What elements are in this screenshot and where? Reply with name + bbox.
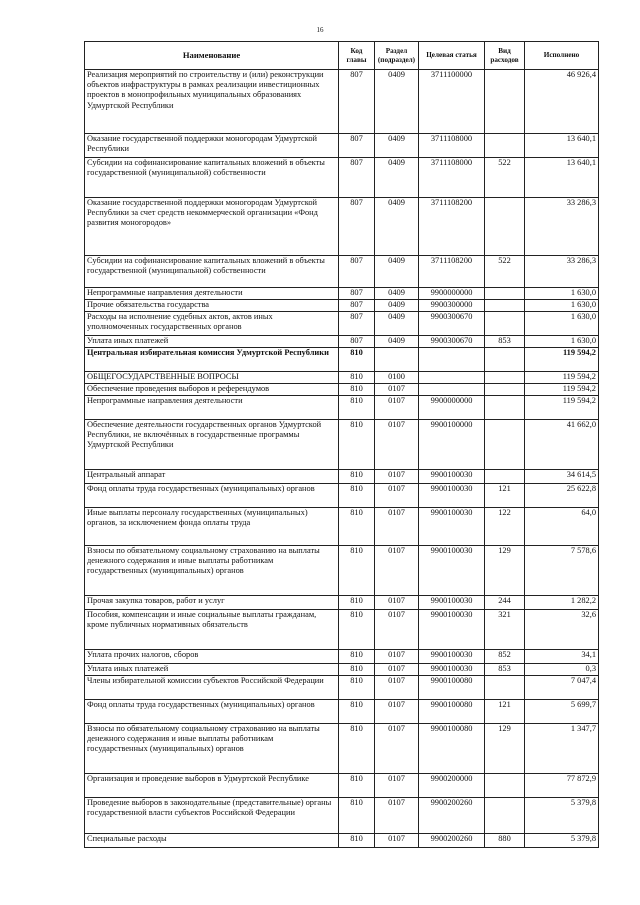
- cell-amount: 119 594,2: [525, 372, 599, 384]
- cell-article: 9900100030: [419, 664, 485, 676]
- cell-code: 807: [339, 70, 375, 134]
- cell-amount: 1 347,7: [525, 724, 599, 774]
- cell-article: 9900100080: [419, 676, 485, 700]
- cell-section: 0107: [375, 798, 419, 834]
- cell-amount: 5 699,7: [525, 700, 599, 724]
- cell-vid: [485, 396, 525, 420]
- table-row: [85, 384, 599, 396]
- cell-vid: [485, 372, 525, 384]
- table-row: [85, 724, 599, 774]
- cell-name: Члены избирательной комиссии субъектов Российской Федерации: [85, 676, 339, 700]
- cell-code: 807: [339, 288, 375, 300]
- cell-code: 810: [339, 484, 375, 508]
- cell-amount: 0,3: [525, 664, 599, 676]
- cell-name: Взносы по обязательному социальному страхованию на выплаты денежного содержания и иные выплаты работникам государственных (муниципальных) органов: [85, 724, 339, 774]
- table-row: [85, 70, 599, 134]
- cell-amount: 25 622,8: [525, 484, 599, 508]
- cell-name: ОБЩЕГОСУДАРСТВЕННЫЕ ВОПРОСЫ: [85, 372, 339, 384]
- cell-amount: 5 379,8: [525, 798, 599, 834]
- cell-code: 810: [339, 508, 375, 546]
- cell-vid: 853: [485, 336, 525, 348]
- table-row: [85, 396, 599, 420]
- cell-article: [419, 348, 485, 372]
- cell-vid: [485, 384, 525, 396]
- table-row: [85, 158, 599, 198]
- cell-article: [419, 384, 485, 396]
- cell-article: 3711108200: [419, 256, 485, 288]
- cell-article: 9900100000: [419, 420, 485, 470]
- cell-section: 0409: [375, 134, 419, 158]
- cell-section: 0100: [375, 372, 419, 384]
- cell-vid: [485, 676, 525, 700]
- table-row: [85, 596, 599, 610]
- cell-name: Проведение выборов в законодательные (представительные) органы государственной власти субъектов Российской Федерации: [85, 798, 339, 834]
- cell-section: 0107: [375, 650, 419, 664]
- cell-article: 9900100030: [419, 650, 485, 664]
- cell-article: 9900200260: [419, 834, 485, 848]
- cell-article: 9900100030: [419, 470, 485, 484]
- cell-code: 810: [339, 610, 375, 650]
- cell-amount: 1 630,0: [525, 336, 599, 348]
- cell-code: 810: [339, 470, 375, 484]
- cell-vid: 321: [485, 610, 525, 650]
- cell-name: Взносы по обязательному социальному страхованию на выплаты денежного содержания и иные выплаты работникам государственных (муниципальных) органов: [85, 546, 339, 596]
- cell-name: Непрограммные направления деятельности: [85, 396, 339, 420]
- cell-name: Фонд оплаты труда государственных (муниципальных) органов: [85, 700, 339, 724]
- table-header-row: [85, 42, 599, 70]
- cell-amount: 119 594,2: [525, 384, 599, 396]
- cell-vid: 244: [485, 596, 525, 610]
- cell-name: Центральная избирательная комиссия Удмуртской Республики: [85, 348, 339, 372]
- cell-article: 9900000000: [419, 288, 485, 300]
- cell-name: Прочие обязательства государства: [85, 300, 339, 312]
- table-row: [85, 336, 599, 348]
- cell-amount: 34 614,5: [525, 470, 599, 484]
- cell-amount: 46 926,4: [525, 70, 599, 134]
- header-amount: Исполнено: [525, 42, 599, 70]
- cell-section: 0107: [375, 724, 419, 774]
- cell-vid: [485, 470, 525, 484]
- cell-article: 3711100000: [419, 70, 485, 134]
- cell-vid: 522: [485, 256, 525, 288]
- header-vid: Вид расходов: [485, 42, 525, 70]
- cell-section: 0107: [375, 834, 419, 848]
- cell-code: 810: [339, 372, 375, 384]
- table-row: [85, 288, 599, 300]
- table-row: [85, 134, 599, 158]
- header-code: Код главы: [339, 42, 375, 70]
- table-row: [85, 312, 599, 336]
- cell-article: 9900300670: [419, 312, 485, 336]
- cell-name: Расходы на исполнение судебных актов, актов иных уполномоченных государственных органов: [85, 312, 339, 336]
- cell-code: 810: [339, 348, 375, 372]
- cell-name: Центральный аппарат: [85, 470, 339, 484]
- cell-section: 0409: [375, 198, 419, 256]
- cell-article: 9900100030: [419, 508, 485, 546]
- cell-amount: 5 379,8: [525, 834, 599, 848]
- cell-code: 807: [339, 300, 375, 312]
- cell-section: 0107: [375, 700, 419, 724]
- cell-section: 0107: [375, 596, 419, 610]
- cell-section: 0107: [375, 484, 419, 508]
- cell-amount: 7 578,6: [525, 546, 599, 596]
- cell-amount: 119 594,2: [525, 348, 599, 372]
- cell-article: [419, 372, 485, 384]
- table-row: [85, 650, 599, 664]
- cell-name: Уплата иных платежей: [85, 336, 339, 348]
- table-row: [85, 484, 599, 508]
- table-row: [85, 676, 599, 700]
- cell-code: 807: [339, 336, 375, 348]
- cell-vid: 852: [485, 650, 525, 664]
- cell-section: [375, 348, 419, 372]
- cell-article: 9900100030: [419, 610, 485, 650]
- cell-article: 9900200260: [419, 798, 485, 834]
- cell-vid: 522: [485, 158, 525, 198]
- cell-article: 9900100030: [419, 484, 485, 508]
- cell-section: 0409: [375, 256, 419, 288]
- cell-section: 0107: [375, 546, 419, 596]
- cell-article: 9900100030: [419, 596, 485, 610]
- cell-vid: 122: [485, 508, 525, 546]
- table-row: [85, 372, 599, 384]
- cell-code: 810: [339, 676, 375, 700]
- cell-amount: 7 047,4: [525, 676, 599, 700]
- cell-code: 810: [339, 798, 375, 834]
- cell-vid: [485, 774, 525, 798]
- cell-name: Обеспечение проведения выборов и референдумов: [85, 384, 339, 396]
- cell-article: 9900100030: [419, 546, 485, 596]
- table-row: [85, 470, 599, 484]
- cell-name: Пособия, компенсации и иные социальные выплаты гражданам, кроме публичных нормативных обязательств: [85, 610, 339, 650]
- cell-code: 810: [339, 384, 375, 396]
- cell-code: 807: [339, 134, 375, 158]
- cell-vid: [485, 348, 525, 372]
- cell-code: 810: [339, 774, 375, 798]
- cell-vid: [485, 798, 525, 834]
- cell-vid: 129: [485, 546, 525, 596]
- cell-code: 810: [339, 596, 375, 610]
- cell-code: 807: [339, 312, 375, 336]
- cell-name: Реализация мероприятий по строительству и (или) реконструкции объектов инфраструктуры в рамках реализации инвестиционных проектов в монопрофильных муниципальных образованиях Удмуртской Республики: [85, 70, 339, 134]
- table-row: [85, 348, 599, 372]
- cell-section: 0107: [375, 384, 419, 396]
- table-row: [85, 546, 599, 596]
- table-row: [85, 300, 599, 312]
- cell-section: 0107: [375, 774, 419, 798]
- table-row: [85, 700, 599, 724]
- cell-amount: 1 630,0: [525, 312, 599, 336]
- cell-name: Прочая закупка товаров, работ и услуг: [85, 596, 339, 610]
- cell-amount: 119 594,2: [525, 396, 599, 420]
- cell-section: 0107: [375, 396, 419, 420]
- table-row: [85, 834, 599, 848]
- cell-section: 0107: [375, 470, 419, 484]
- cell-code: 810: [339, 546, 375, 596]
- cell-section: 0107: [375, 676, 419, 700]
- cell-name: Иные выплаты персоналу государственных (муниципальных) органов, за исключением фонда оплаты труда: [85, 508, 339, 546]
- cell-article: 3711108200: [419, 198, 485, 256]
- cell-code: 810: [339, 420, 375, 470]
- cell-vid: [485, 70, 525, 134]
- header-section: Раздел (подраздел): [375, 42, 419, 70]
- cell-code: 810: [339, 664, 375, 676]
- cell-vid: [485, 288, 525, 300]
- cell-section: 0107: [375, 664, 419, 676]
- cell-section: 0409: [375, 158, 419, 198]
- cell-vid: [485, 312, 525, 336]
- cell-code: 807: [339, 256, 375, 288]
- cell-vid: 121: [485, 484, 525, 508]
- cell-code: 807: [339, 198, 375, 256]
- cell-vid: [485, 420, 525, 470]
- cell-amount: 33 286,3: [525, 256, 599, 288]
- cell-name: Субсидии на софинансирование капитальных вложений в объекты государственной (муниципальной) собственности: [85, 256, 339, 288]
- cell-section: 0107: [375, 420, 419, 470]
- cell-name: Субсидии на софинансирование капитальных вложений в объекты государственной (муниципальной) собственности: [85, 158, 339, 198]
- cell-section: 0409: [375, 288, 419, 300]
- cell-vid: 121: [485, 700, 525, 724]
- table-row: [85, 420, 599, 470]
- cell-code: 810: [339, 724, 375, 774]
- cell-section: 0409: [375, 70, 419, 134]
- table-row: [85, 198, 599, 256]
- cell-amount: 13 640,1: [525, 134, 599, 158]
- cell-section: 0107: [375, 508, 419, 546]
- table-row: [85, 508, 599, 546]
- cell-name: Оказание государственной поддержки моногородам Удмуртской Республики: [85, 134, 339, 158]
- table-row: [85, 774, 599, 798]
- cell-code: 810: [339, 700, 375, 724]
- cell-article: 9900200000: [419, 774, 485, 798]
- cell-article: 9900100080: [419, 724, 485, 774]
- table-row: [85, 664, 599, 676]
- cell-amount: 64,0: [525, 508, 599, 546]
- cell-name: Оказание государственной поддержки моногородам Удмуртской Республики за счет средств некоммерческой организации «Фонд развития моногородов»: [85, 198, 339, 256]
- cell-amount: 41 662,0: [525, 420, 599, 470]
- cell-article: 9900300000: [419, 300, 485, 312]
- cell-name: Непрограммные направления деятельности: [85, 288, 339, 300]
- cell-amount: 34,1: [525, 650, 599, 664]
- cell-article: 9900100080: [419, 700, 485, 724]
- cell-code: 810: [339, 650, 375, 664]
- cell-vid: [485, 300, 525, 312]
- cell-vid: 880: [485, 834, 525, 848]
- cell-code: 807: [339, 158, 375, 198]
- cell-name: Организация и проведение выборов в Удмуртской Республике: [85, 774, 339, 798]
- cell-amount: 1 630,0: [525, 288, 599, 300]
- table-row: [85, 798, 599, 834]
- cell-section: 0409: [375, 336, 419, 348]
- cell-amount: 1 282,2: [525, 596, 599, 610]
- cell-article: 9900000000: [419, 396, 485, 420]
- table-body: [85, 70, 599, 848]
- cell-amount: 32,6: [525, 610, 599, 650]
- cell-vid: [485, 198, 525, 256]
- cell-code: 810: [339, 834, 375, 848]
- budget-table: [84, 41, 599, 848]
- cell-vid: 129: [485, 724, 525, 774]
- cell-article: 9900300670: [419, 336, 485, 348]
- cell-amount: 1 630,0: [525, 300, 599, 312]
- cell-article: 3711108000: [419, 158, 485, 198]
- cell-name: Уплата прочих налогов, сборов: [85, 650, 339, 664]
- cell-section: 0409: [375, 312, 419, 336]
- cell-amount: 77 872,9: [525, 774, 599, 798]
- table-row: [85, 610, 599, 650]
- cell-vid: 853: [485, 664, 525, 676]
- cell-section: 0409: [375, 300, 419, 312]
- page-number: 16: [316, 26, 324, 34]
- cell-code: 810: [339, 396, 375, 420]
- header-article: Целевая статья: [419, 42, 485, 70]
- cell-name: Специальные расходы: [85, 834, 339, 848]
- cell-amount: 33 286,3: [525, 198, 599, 256]
- table-row: [85, 256, 599, 288]
- cell-vid: [485, 134, 525, 158]
- header-name: Наименование: [85, 42, 339, 70]
- cell-article: 3711108000: [419, 134, 485, 158]
- cell-amount: 13 640,1: [525, 158, 599, 198]
- cell-name: Обеспечение деятельности государственных органов Удмуртской Республики, не включённых в государственные программы Удмуртской Республики: [85, 420, 339, 470]
- cell-name: Уплата иных платежей: [85, 664, 339, 676]
- cell-name: Фонд оплаты труда государственных (муниципальных) органов: [85, 484, 339, 508]
- cell-section: 0107: [375, 610, 419, 650]
